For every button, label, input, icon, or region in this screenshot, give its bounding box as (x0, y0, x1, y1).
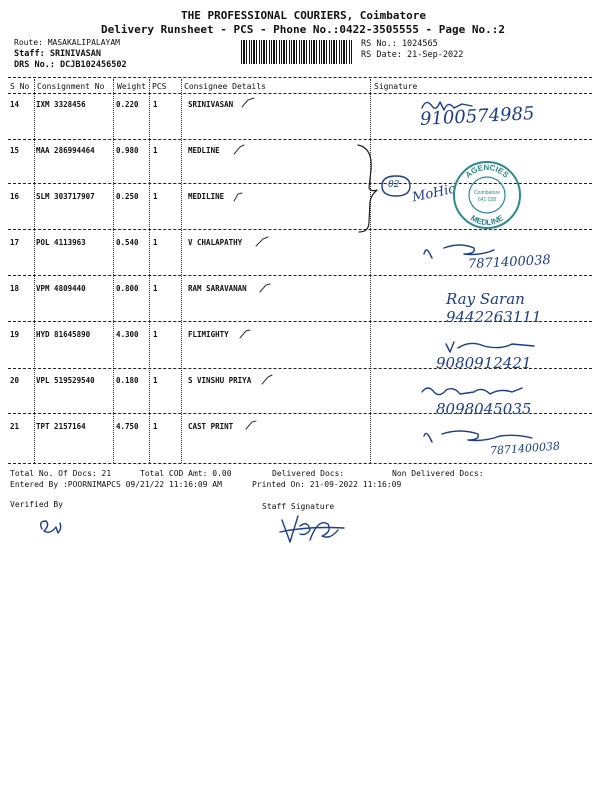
stamp-pin: 641 028 (477, 197, 497, 203)
table-row (8, 422, 378, 434)
handwritten-phone: 8098045035 (436, 400, 532, 418)
staff-signature (278, 510, 348, 554)
row-sno: 21 (10, 422, 20, 431)
row-consignee: V CHALAPATHY (188, 238, 243, 247)
printed-on: Printed On: 21-09-2022 11:16:09 (252, 480, 402, 489)
row-pcs: 1 (153, 146, 158, 155)
col-sep (113, 79, 114, 463)
row-rule (8, 275, 592, 276)
table-row (8, 238, 378, 250)
handwritten-name: Ray Saran (446, 290, 525, 308)
signature-scribble (418, 382, 528, 402)
col-sep (181, 79, 182, 463)
row-consignee: S VINSHU PRIYA (188, 376, 252, 385)
row-pcs: 1 (153, 330, 158, 339)
row-weight: 4.750 (116, 422, 139, 431)
handwritten-phone: 7871400038 (489, 439, 561, 458)
company-stamp (452, 160, 522, 230)
table-row (8, 100, 378, 112)
row-sno: 19 (10, 330, 20, 339)
row-sno: 14 (10, 100, 20, 109)
total-cod: Total COD Amt: 0.00 (140, 469, 232, 478)
row-consignee: CAST PRINT (188, 422, 234, 431)
tick-mark (254, 234, 274, 250)
handwritten-phone: 9080912421 (436, 354, 532, 372)
table-row (8, 192, 378, 204)
total-docs: Total No. Of Docs: 21 (10, 469, 112, 478)
row-consignment: POL 4113963 (36, 238, 86, 247)
handwritten-phone: 9100574985 (419, 103, 536, 130)
row-pcs: 1 (153, 192, 158, 201)
tick-mark (240, 96, 260, 112)
col-sep (370, 79, 371, 463)
row-weight: 0.220 (116, 100, 139, 109)
row-pcs: 1 (153, 238, 158, 247)
tick-mark (232, 190, 252, 206)
stamp-top-text: AGENCIES (463, 162, 511, 180)
row-consignment: MAA 286994464 (36, 146, 95, 155)
row-weight: 0.180 (116, 376, 139, 385)
row-pcs: 1 (153, 422, 158, 431)
row-pcs: 1 (153, 376, 158, 385)
row-consignment: IXM 3328456 (36, 100, 86, 109)
header-pcs: PCS (152, 82, 167, 91)
row-weight: 4.300 (116, 330, 139, 339)
row-consignee: SRINIVASAN (188, 100, 234, 109)
stamp-bottom-text: MEDLINE (469, 213, 505, 228)
staff-label: Staff: SRINIVASAN (14, 49, 101, 59)
table-row (8, 330, 378, 342)
handwritten-note: 02 (388, 180, 400, 190)
verified-signature (36, 515, 66, 539)
company-title: THE PROFESSIONAL COURIERS, Coimbatore (181, 9, 427, 22)
table-row (8, 376, 378, 388)
row-weight: 0.800 (116, 284, 139, 293)
delivered-docs: Delivered Docs: (272, 469, 345, 478)
table-row (8, 284, 378, 296)
rs-date: RS Date: 21-Sep-2022 (361, 50, 464, 60)
non-delivered-docs: Non Delivered Docs: (392, 469, 484, 478)
tick-mark (260, 372, 280, 388)
row-consignee: FLIMIGHTY (188, 330, 229, 339)
table-top-rule (8, 77, 592, 78)
header-rule (8, 93, 592, 94)
row-sno: 16 (10, 192, 20, 201)
stamp-city: Coimbatore (474, 190, 500, 196)
row-sno: 18 (10, 284, 20, 293)
col-sep (149, 79, 150, 463)
header-consignment: Consignment No (37, 82, 105, 91)
drs-number: DRS No.: DCJB102456502 (14, 60, 127, 70)
entered-by: Entered By :POORNIMAPCS 09/21/22 11:16:09 AM (10, 480, 222, 489)
table-row (8, 146, 378, 158)
header-consignee: Consignee Details (184, 82, 266, 91)
row-pcs: 1 (153, 100, 158, 109)
rs-number: RS No.: 1024565 (361, 39, 438, 49)
col-sep (34, 79, 35, 463)
header-sno: S No (10, 82, 30, 91)
tick-mark (244, 418, 264, 434)
row-consignment: HYD 81645890 (36, 330, 91, 339)
row-consignment: VPM 4809440 (36, 284, 86, 293)
row-weight: 0.540 (116, 238, 139, 247)
table-bottom-rule (8, 463, 592, 464)
handwritten-note: MoHio (410, 181, 458, 206)
row-rule (8, 139, 592, 140)
row-consignment: VPL 519529540 (36, 376, 95, 385)
row-pcs: 1 (153, 284, 158, 293)
row-sno: 20 (10, 376, 20, 385)
row-consignee: RAM SARAVANAN (188, 284, 247, 293)
row-consignment: TPT 2157164 (36, 422, 86, 431)
staff-signature-label: Staff Signature (262, 502, 335, 511)
verified-by: Verified By (10, 500, 63, 509)
row-weight: 0.980 (116, 146, 139, 155)
handwritten-phone: 9442263111 (446, 308, 542, 326)
tick-mark (238, 327, 258, 343)
header-weight: Weight (117, 82, 146, 91)
tick-mark (232, 142, 252, 158)
barcode (241, 40, 353, 64)
row-sno: 15 (10, 146, 20, 155)
row-consignee: MEDILINE (188, 192, 225, 201)
route-label: Route: MASAKALIPALAYAM (14, 38, 120, 47)
row-sno: 17 (10, 238, 20, 247)
handwritten-phone: 7871400038 (467, 252, 552, 273)
row-weight: 0.250 (116, 192, 139, 201)
header-signature: Signature (374, 82, 418, 91)
tick-mark (258, 281, 278, 297)
row-consignment: SLM 303717907 (36, 192, 95, 201)
row-consignee: MEDLINE (188, 146, 220, 155)
runsheet-subtitle: Delivery Runsheet - PCS - Phone No.:0422-3505555 - Page No.:2 (101, 23, 505, 36)
